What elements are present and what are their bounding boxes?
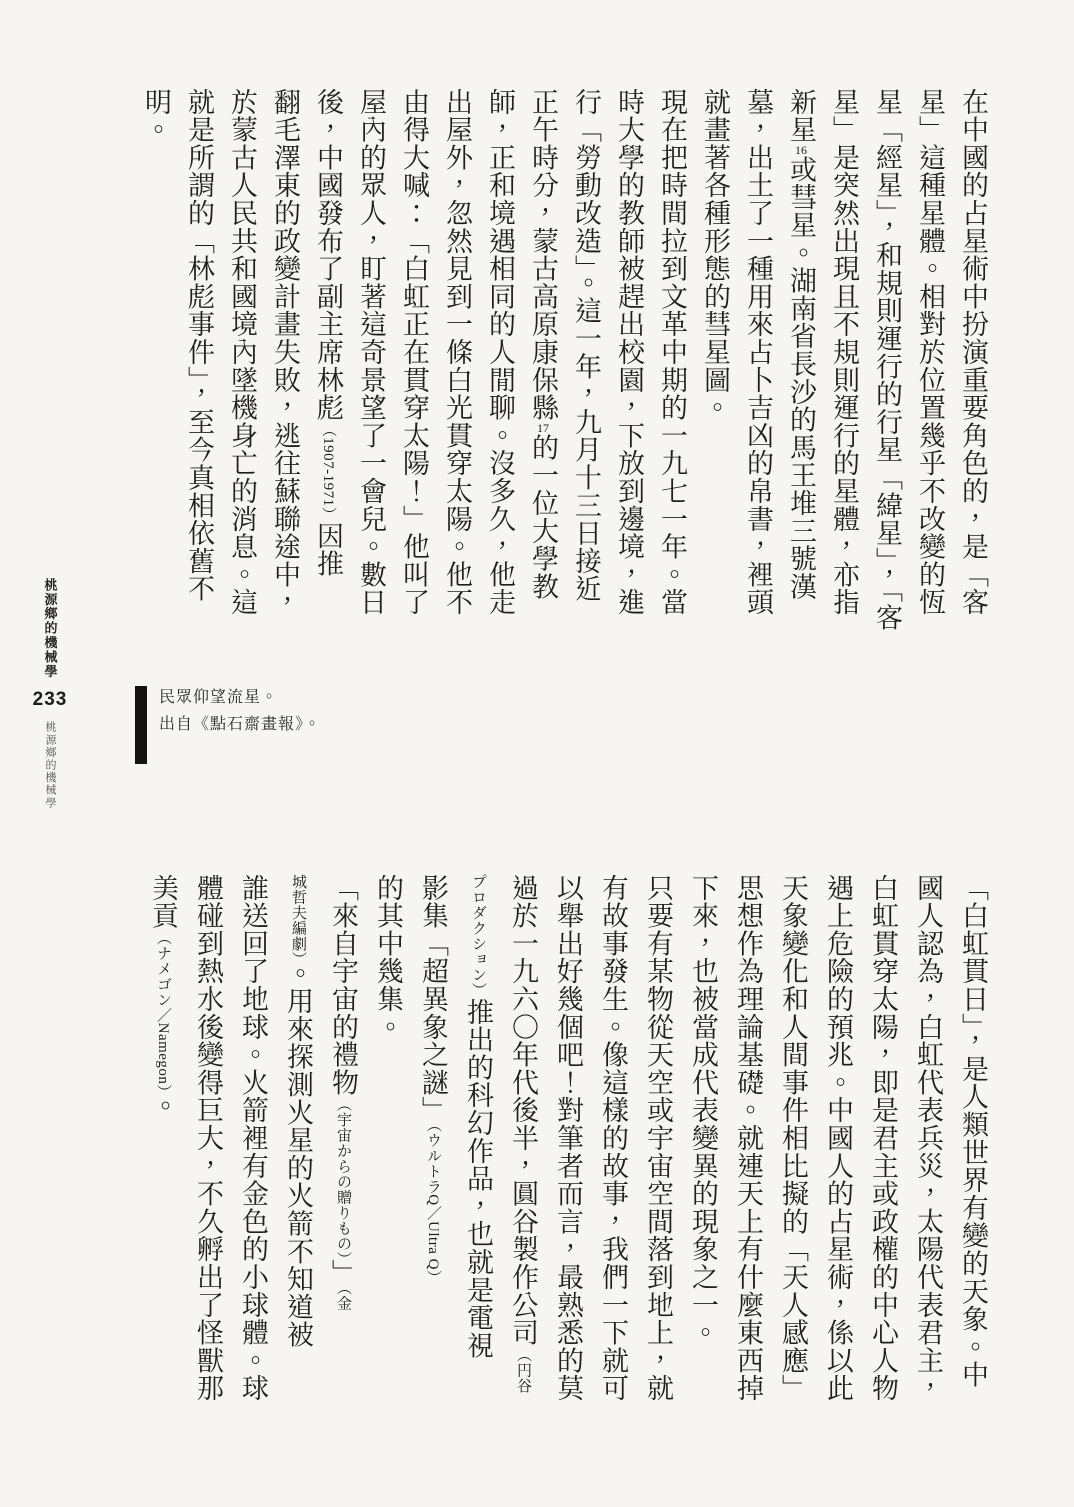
text-run: 天象變化和人間事件相比擬的「天人感應」 <box>778 874 808 1403</box>
text-run: （金 <box>335 1287 351 1311</box>
text-column <box>728 88 771 698</box>
text-column <box>491 874 536 1474</box>
text-run: 或彗星。湖南省長沙的馬王堆三號漢 <box>786 155 816 601</box>
text-run: 只要有某物從天空或宇宙空間落到地上，就 <box>643 874 673 1403</box>
text-run: 出屋外，忽然見到一條白光貫穿太陽。他不 <box>442 88 472 617</box>
page-number: 233 <box>32 688 68 710</box>
caption-text <box>159 686 321 742</box>
text-column <box>311 874 356 1474</box>
text-run: 推出的科幻作品，也就是電視 <box>463 998 493 1360</box>
text-run: 白虹貫穿太陽，即是君主或政權的中心人物 <box>868 874 898 1403</box>
text-run: 明。 <box>141 88 171 144</box>
text-run: 星「經星」，和規則運行的行星「緯星」，「客 <box>872 88 902 632</box>
text-run: 「來自宇宙的禮物 <box>328 874 358 1097</box>
text-run: 17 <box>537 421 549 434</box>
text-column <box>896 874 941 1474</box>
text-column <box>642 88 685 698</box>
text-run: 的其中幾集。 <box>373 874 403 1041</box>
text-run: 16 <box>795 143 807 156</box>
text-column <box>857 88 900 698</box>
text-column <box>671 874 716 1474</box>
text-column <box>427 88 470 698</box>
text-column <box>943 88 986 698</box>
text-column <box>626 874 671 1474</box>
text-run: 城哲夫編劇） <box>290 874 306 960</box>
text-column <box>941 874 986 1474</box>
text-run: 時大學的教師被趕出校園，下放到邊境，進 <box>614 88 644 617</box>
text-column <box>470 88 513 698</box>
text-column <box>851 874 896 1474</box>
running-title-bottom: 桃源鄉的機械學 <box>44 720 56 810</box>
text-column <box>255 88 298 698</box>
text-run: 。 <box>148 1092 178 1121</box>
text-column <box>556 88 599 698</box>
text-run: 「白虹貫日」，是人類世界有變的天象。中 <box>958 874 988 1389</box>
text-column <box>536 874 581 1474</box>
text-column <box>341 88 384 698</box>
text-column <box>169 88 212 698</box>
caption-marker-bar <box>135 686 147 764</box>
text-run: 就是所謂的「林彪事件」，至今真相依舊不 <box>184 88 214 603</box>
text-run: 行「勞動改造」。這一年，九月十三日接近 <box>571 88 601 603</box>
text-column <box>221 874 266 1474</box>
text-column <box>814 88 857 698</box>
top-text-block <box>126 88 986 698</box>
text-run: （1907-1971） <box>320 421 336 523</box>
text-column <box>716 874 761 1474</box>
text-run: 由得大喊：「白虹正在貫穿太陽！」他叫了 <box>399 88 429 617</box>
caption <box>135 686 321 764</box>
text-run: 體碰到熱水後變得巨大，不久孵出了怪獸那 <box>193 874 223 1403</box>
text-run: 屋內的眾人，盯著這奇景望了一會兒。數日 <box>356 88 386 617</box>
text-column <box>356 874 401 1474</box>
text-column <box>771 88 814 698</box>
text-column <box>266 874 311 1474</box>
text-column <box>131 874 176 1474</box>
text-run: 國人認為，白虹代表兵災，太陽代表君主， <box>913 874 943 1403</box>
text-run: 以舉出好幾個吧！對筆者而言，最熟悉的莫 <box>553 874 583 1403</box>
text-run: 因推 <box>313 522 343 578</box>
caption-line-2: 出自《點石齋畫報》。 <box>159 716 322 733</box>
text-column <box>900 88 943 698</box>
text-run: 星」這種星體。相對於位置幾乎不改變的恆 <box>915 88 945 617</box>
text-run: 誰送回了地球。火箭裡有金色的小球體。球 <box>238 874 268 1403</box>
text-run: 在中國的占星術中扮演重要角色的，是「客 <box>958 88 988 617</box>
text-column <box>513 88 556 698</box>
text-run: 墓，出土了一種用來占卜吉凶的帛書，裡頭 <box>743 88 773 617</box>
running-title-top: 桃源鄉的機械學 <box>42 578 58 679</box>
text-run: 的一位大學教 <box>528 433 558 601</box>
text-run: 」 <box>328 1259 358 1288</box>
text-run: （円谷 <box>515 1346 531 1394</box>
text-column <box>446 874 491 1474</box>
text-column <box>761 874 806 1474</box>
text-run: （宇宙からの贈りもの） <box>335 1096 351 1260</box>
text-column <box>599 88 642 698</box>
bottom-text-block <box>131 874 986 1474</box>
text-run: 思想作為理論基礎。就連天上有什麼東西掉 <box>733 874 763 1403</box>
text-run: 現在把時間拉到文革中期的一九七一年。當 <box>657 88 687 617</box>
text-column <box>581 874 626 1474</box>
caption-line-1: 民眾仰望流星。 <box>159 689 279 706</box>
text-column <box>176 874 221 1474</box>
text-column <box>806 874 851 1474</box>
text-column <box>384 88 427 698</box>
text-run: 就畫著各種形態的彗星圖。 <box>700 88 730 422</box>
text-run: （ナメゴン／Namegon） <box>155 929 171 1093</box>
text-run: 遇上危險的預兆。中國人的占星術，係以此 <box>823 874 853 1403</box>
page-margin <box>30 578 70 809</box>
text-run: 有故事發生。像這樣的故事，我們一下就可 <box>598 874 628 1403</box>
text-run: 翻毛澤東的政變計畫失敗，逃往蘇聯途中， <box>270 88 300 617</box>
text-column <box>298 88 341 698</box>
text-run: 美貢 <box>148 874 178 930</box>
text-run: 過於一九六〇年代後半，圓谷製作公司 <box>508 874 538 1347</box>
text-run: 新星 <box>786 88 816 144</box>
text-run: 於蒙古人民共和國境內墜機身亡的消息。這 <box>227 88 257 617</box>
text-run: 後，中國發布了副主席林彪 <box>313 88 343 422</box>
text-run: （ウルトラQ／Ultra Q） <box>425 1124 441 1286</box>
text-run: 星」是突然出現且不規則運行的星體，亦指 <box>829 88 859 617</box>
text-column <box>685 88 728 698</box>
text-run: プロダクション） <box>470 874 486 998</box>
text-run: 影集「超異象之謎」 <box>418 874 448 1125</box>
text-run: 正午時分，蒙古高原康保縣 <box>528 88 558 422</box>
text-run: 師，正和境遇相同的人閒聊。沒多久，他走 <box>485 88 515 617</box>
text-column <box>401 874 446 1474</box>
text-column <box>212 88 255 698</box>
text-column <box>126 88 169 698</box>
text-run: 下來，也被當成代表變異的現象之一。 <box>688 874 718 1347</box>
text-run: 。用來探測火星的火箭不知道被 <box>283 959 313 1349</box>
